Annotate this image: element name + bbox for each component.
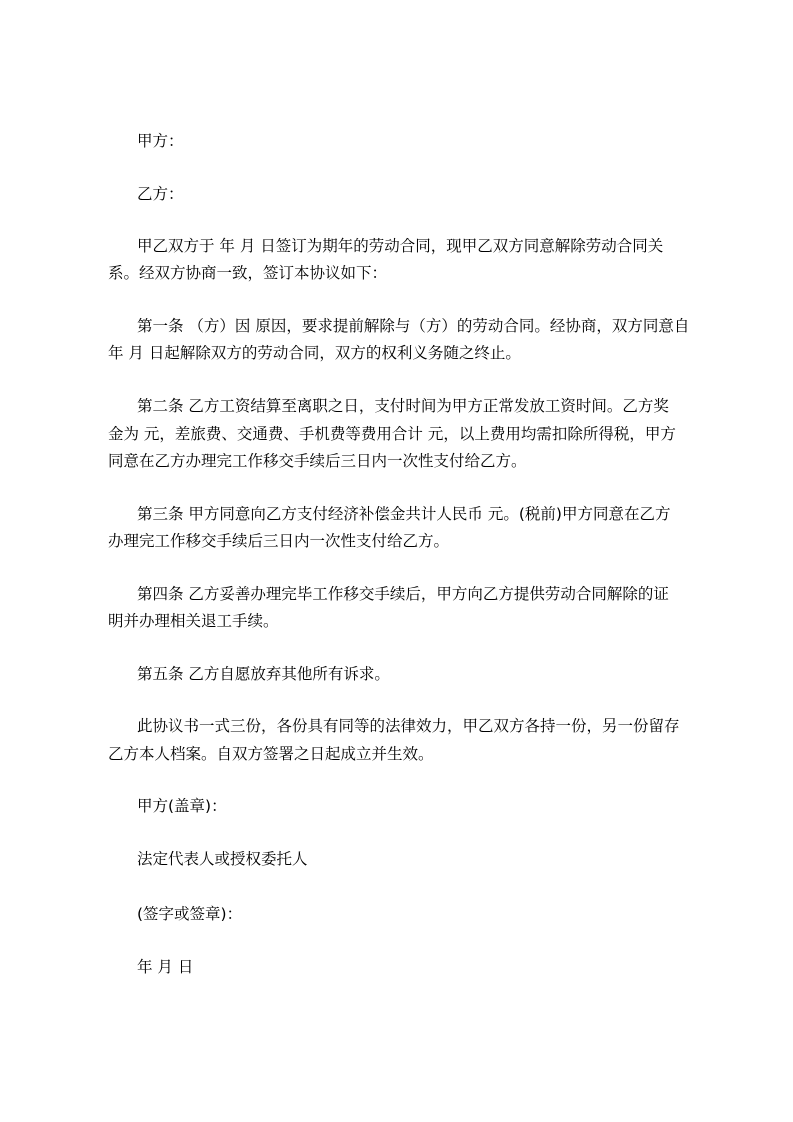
article-4-line-2: 明并办理相关退工手续。 [108,612,279,630]
sign-or-seal-label: (签字或签章)： [137,905,243,923]
article-2-line-2: 金为 元，差旅费、交通费、手机费等费用合计 元，以上费用均需扣除所得税，甲方 [108,425,676,443]
article-2-line-3: 同意在乙方办理完工作移交手续后三日内一次性支付给乙方。 [108,452,527,470]
article-5-line-1: 第五条 乙方自愿放弃其他所有诉求。 [137,665,390,683]
party-a-label: 甲方： [137,132,184,150]
party-a-seal-label: 甲方(盖章)： [137,797,227,815]
closing-line-2: 乙方本人档案。自双方签署之日起成立并生效。 [108,745,434,763]
intro-line-1: 甲乙双方于 年 月 日签订为期年的劳动合同，现甲乙双方同意解除劳动合同关 [137,237,664,255]
signature-date: 年 月 日 [137,958,194,976]
article-3-line-2: 办理完工作移交手续后三日内一次性支付给乙方。 [108,532,450,550]
article-2-line-1: 第二条 乙方工资结算至离职之日，支付时间为甲方正常发放工资时间。乙方奖 [137,397,669,415]
party-b-label: 乙方： [137,185,184,203]
article-3-line-1: 第三条 甲方同意向乙方支付经济补偿金共计人民币 元。(税前)甲方同意在乙方 [137,505,671,523]
article-1-line-1: 第一条 （方）因 原因，要求提前解除与（方）的劳动合同。经协商，双方同意自 [137,317,690,335]
article-4-line-1: 第四条 乙方妥善办理完毕工作移交手续后，甲方向乙方提供劳动合同解除的证 [137,585,669,603]
representative-label: 法定代表人或授权委托人 [137,850,308,868]
intro-line-2: 系。经双方协商一致，签订本协议如下： [108,264,388,282]
article-1-line-2: 年 月 日起解除双方的劳动合同，双方的权利义务随之终止。 [108,344,521,362]
closing-line-1: 此协议书一式三份，各份具有同等的法律效力，甲乙双方各持一份，另一份留存 [137,717,680,735]
